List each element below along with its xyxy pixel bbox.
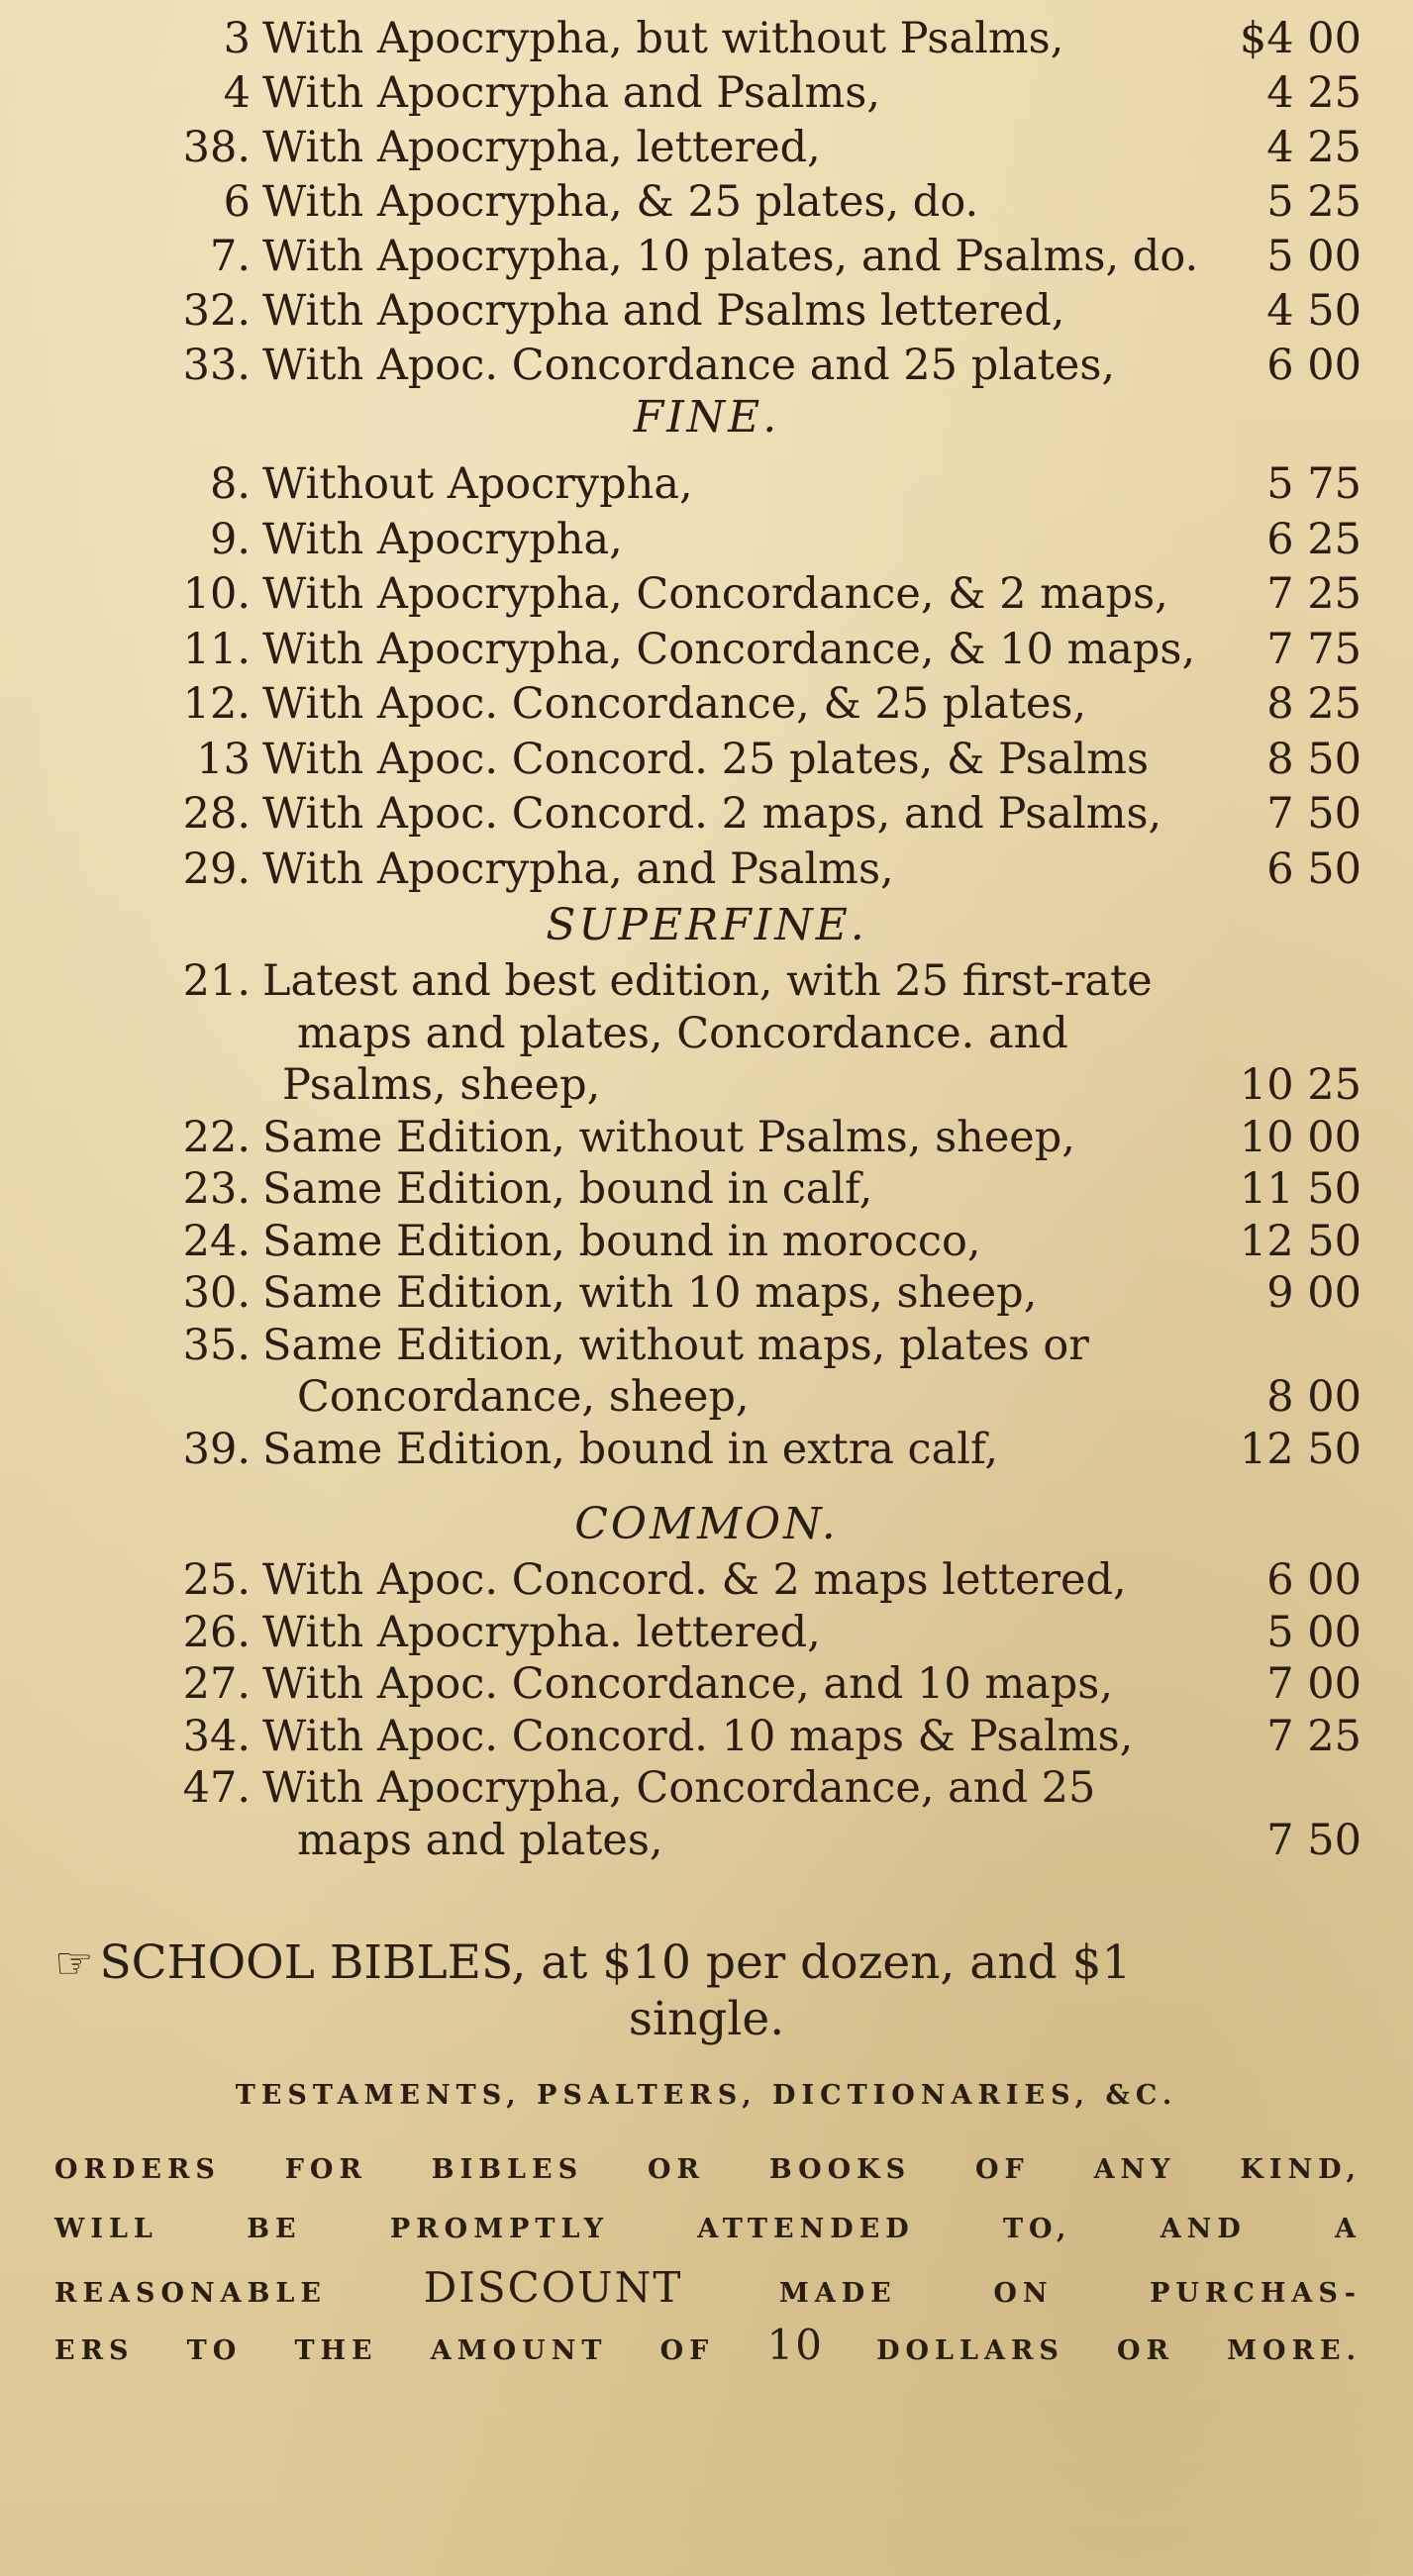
item-number: 34. — [182, 1711, 251, 1761]
price-row — [173, 952, 1362, 1010]
price-row — [173, 337, 1362, 394]
item-description: With Apoc. Concord. & 2 maps lettered, — [262, 1555, 1127, 1605]
item-number: 39. — [182, 1424, 251, 1474]
item-price: 7 50 — [1266, 1815, 1362, 1865]
item-price: 12 50 — [1239, 1216, 1362, 1266]
item-description: Without Apocrypha, — [262, 459, 693, 509]
item-price: 11 50 — [1239, 1164, 1362, 1214]
item-number: 32. — [182, 286, 251, 336]
price-row — [173, 1213, 1362, 1270]
notice-line-2: ORDERS FOR BIBLES OR BOOKS OF ANY KIND, — [54, 2154, 1362, 2185]
price-row — [173, 228, 1362, 285]
notice-line-4-start: REASONABLE — [54, 2278, 327, 2309]
item-price: 12 50 — [1239, 1424, 1362, 1474]
item-price: 5 25 — [1266, 177, 1362, 227]
section-heading-fine: FINE. — [633, 392, 780, 443]
price-row — [173, 621, 1362, 678]
item-price: 7 75 — [1266, 624, 1362, 674]
price-row — [173, 1421, 1362, 1478]
price-row — [173, 10, 1362, 67]
item-number: 29. — [182, 843, 251, 894]
item-price: 4 25 — [1266, 123, 1362, 172]
item-price: 10 25 — [1239, 1060, 1362, 1110]
item-number: 9. — [209, 514, 251, 564]
item-description: Latest and best edition, with 25 first-rate — [262, 956, 1153, 1006]
item-price: 10 00 — [1239, 1112, 1362, 1162]
item-price: 6 25 — [1266, 514, 1362, 564]
price-row — [173, 64, 1362, 122]
item-description: With Apoc. Concordance, & 25 plates, — [262, 679, 1087, 729]
price-row — [173, 282, 1362, 340]
item-number: 11. — [182, 624, 251, 674]
item-description: Same Edition, bound in morocco, — [262, 1216, 981, 1266]
item-price: 5 00 — [1266, 1607, 1362, 1657]
amount-number: 10 — [766, 2321, 824, 2369]
price-row — [173, 1655, 1362, 1713]
item-description: Same Edition, with 10 maps, sheep, — [262, 1268, 1038, 1318]
item-description: With Apoc. Concordance and 25 plates, — [262, 341, 1116, 390]
section-heading-common: COMMON. — [574, 1499, 839, 1549]
school-bibles-text: SCHOOL BIBLES, at $10 per dozen, and $1 — [99, 1935, 1132, 1990]
price-row — [173, 1551, 1362, 1609]
item-price: 8 25 — [1266, 679, 1362, 729]
item-number: 7. — [209, 232, 251, 281]
item-description: Same Edition, bound in extra calf, — [262, 1424, 999, 1474]
price-row — [173, 1264, 1362, 1322]
price-row-continuation — [173, 1368, 1362, 1426]
price-row — [173, 455, 1362, 513]
item-price: 7 00 — [1266, 1659, 1362, 1709]
item-number: 35. — [182, 1320, 251, 1370]
price-row — [173, 173, 1362, 231]
item-number: 27. — [182, 1659, 251, 1709]
item-description: With Apocrypha, 10 plates, and Psalms, do. — [262, 232, 1199, 281]
item-number: 3 — [223, 14, 251, 63]
notice-line-5-end: DOLLARS OR MORE. — [876, 2335, 1362, 2366]
item-number: 10. — [182, 569, 251, 619]
item-number: 47. — [182, 1763, 251, 1813]
notice-line-1: TESTAMENTS, PSALTERS, DICTIONARIES, &C. — [235, 2080, 1178, 2111]
item-number: 30. — [182, 1268, 251, 1318]
notice-line-4 — [54, 2261, 1362, 2321]
price-row — [173, 1109, 1362, 1166]
item-number: 6 — [223, 177, 251, 227]
price-row-continuation — [173, 1005, 1362, 1062]
item-number: 4 — [223, 68, 251, 118]
item-number: 28. — [182, 789, 251, 839]
item-number: 25. — [182, 1555, 251, 1605]
item-description: Same Edition, bound in calf, — [262, 1164, 873, 1214]
item-number: 23. — [182, 1164, 251, 1214]
item-description: Same Edition, without Psalms, sheep, — [262, 1112, 1075, 1162]
item-price: 5 75 — [1266, 459, 1362, 509]
price-row-continuation — [173, 1812, 1362, 1869]
item-price: $4 00 — [1239, 14, 1362, 63]
item-description-continuation: Concordance, sheep, — [297, 1372, 750, 1422]
notice-line-3: WILL BE PROMPTLY ATTENDED TO, AND A — [54, 2214, 1362, 2244]
item-price: 6 00 — [1266, 341, 1362, 390]
pointing-hand-icon: ☞ — [54, 1938, 94, 1989]
notice-line-5-start: ERS TO THE AMOUNT OF — [54, 2335, 715, 2366]
discount-word: DISCOUNT — [423, 2263, 683, 2312]
price-row — [173, 785, 1362, 842]
price-row — [173, 841, 1362, 898]
item-price: 7 25 — [1266, 1711, 1362, 1761]
item-number: 38. — [182, 123, 251, 172]
item-description: With Apocrypha. lettered, — [262, 1607, 821, 1657]
item-number: 26. — [182, 1607, 251, 1657]
item-description: With Apocrypha, Concordance, & 2 maps, — [262, 569, 1168, 619]
item-number: 13 — [196, 734, 251, 784]
item-price: 7 25 — [1266, 569, 1362, 619]
school-bibles-line — [54, 1933, 1371, 1994]
item-description: With Apocrypha, & 25 plates, do. — [262, 177, 979, 227]
price-row — [173, 511, 1362, 568]
item-description: With Apocrypha, but without Psalms, — [262, 14, 1064, 63]
item-description: With Apoc. Concordance, and 10 maps, — [262, 1659, 1114, 1709]
item-description-continuation: maps and plates, Concordance. and — [297, 1008, 1068, 1058]
item-description: With Apoc. Concord. 2 maps, and Psalms, — [262, 789, 1162, 839]
price-row — [173, 675, 1362, 733]
item-number: 12. — [182, 679, 251, 729]
item-price: 8 00 — [1266, 1372, 1362, 1422]
item-price: 9 00 — [1266, 1268, 1362, 1318]
price-row — [173, 731, 1362, 788]
price-row — [173, 119, 1362, 176]
item-description: With Apocrypha, Concordance, and 25 — [262, 1763, 1096, 1813]
item-number: 8. — [209, 459, 251, 509]
item-price: 4 25 — [1266, 68, 1362, 118]
item-price: 8 50 — [1266, 734, 1362, 784]
item-price: 6 50 — [1266, 843, 1362, 894]
item-description: With Apocrypha, — [262, 514, 623, 564]
price-row — [173, 1708, 1362, 1765]
item-description: With Apoc. Concord. 25 plates, & Psalms — [262, 734, 1150, 784]
item-price: 7 50 — [1266, 789, 1362, 839]
item-number: 22. — [182, 1112, 251, 1162]
price-row — [173, 1317, 1362, 1374]
item-description: With Apocrypha and Psalms lettered, — [262, 286, 1065, 336]
item-description: With Apoc. Concord. 10 maps & Psalms, — [262, 1711, 1134, 1761]
item-description-continuation: maps and plates, — [297, 1815, 663, 1865]
item-price: 5 00 — [1266, 232, 1362, 281]
school-bibles-line-2: single. — [628, 1992, 785, 2046]
price-row-continuation — [173, 1056, 1362, 1114]
item-description: With Apocrypha, and Psalms, — [262, 843, 894, 894]
item-description-continuation: Psalms, sheep, — [282, 1060, 601, 1110]
notice-line-4-end: MADE ON PURCHAS- — [778, 2278, 1363, 2309]
price-row — [173, 1759, 1362, 1817]
notice-line-5 — [54, 2319, 1362, 2378]
item-description: Same Edition, without maps, plates or — [262, 1320, 1089, 1370]
section-heading-superfine: SUPERFINE. — [546, 900, 867, 950]
item-description: With Apocrypha and Psalms, — [262, 68, 881, 118]
item-number: 24. — [182, 1216, 251, 1266]
price-row — [173, 1160, 1362, 1218]
item-description: With Apocrypha, Concordance, & 10 maps, — [262, 624, 1196, 674]
item-price: 6 00 — [1266, 1555, 1362, 1605]
price-row — [173, 565, 1362, 623]
item-description: With Apocrypha, lettered, — [262, 123, 821, 172]
item-price: 4 50 — [1266, 286, 1362, 336]
item-number: 21. — [182, 956, 251, 1006]
price-row — [173, 1604, 1362, 1661]
item-number: 33. — [182, 341, 251, 390]
